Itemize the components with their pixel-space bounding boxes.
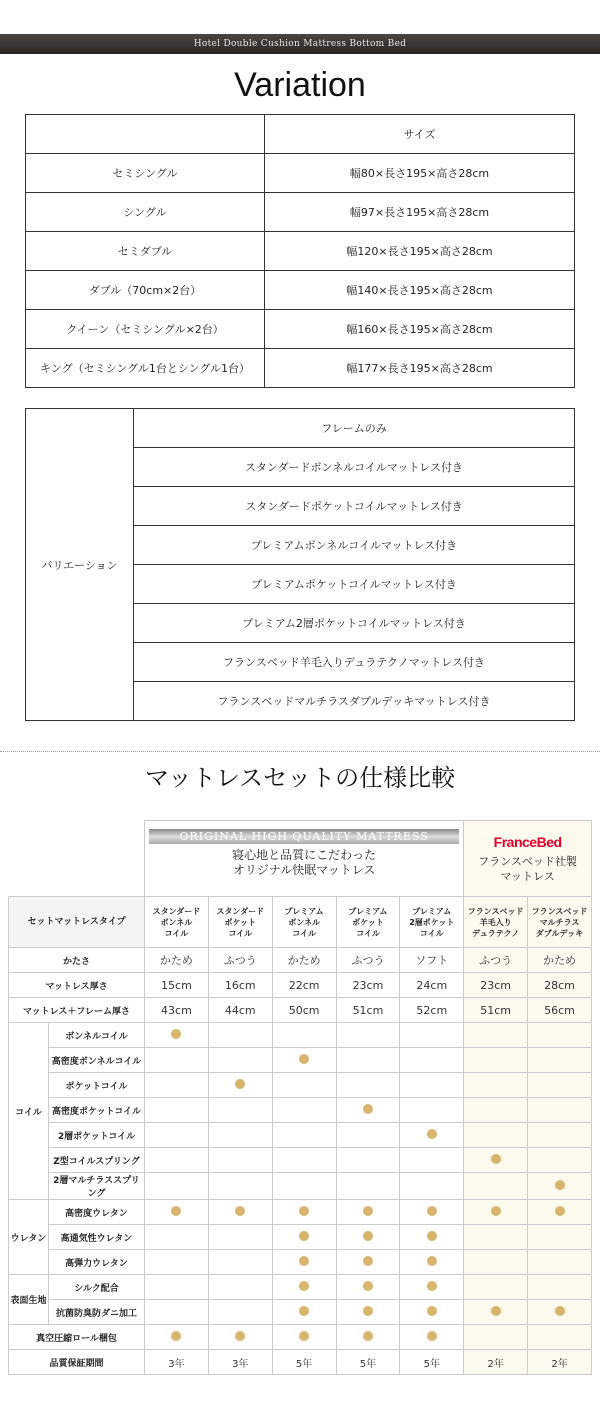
feature-label: 高密度ボンネルコイル [49, 1048, 145, 1073]
mark-cell [400, 1173, 464, 1200]
type-column-header [336, 897, 400, 948]
check-dot-icon [235, 1079, 245, 1089]
mark-cell [528, 1173, 592, 1200]
check-dot-icon [171, 1029, 181, 1039]
spec-value: 23cm [464, 973, 528, 998]
feature-row [9, 1098, 592, 1123]
section-divider [0, 751, 600, 752]
spec-top-row [9, 821, 592, 897]
check-dot-icon [363, 1231, 373, 1241]
mark-cell [336, 1325, 400, 1350]
check-dot-icon [427, 1331, 437, 1341]
spec-row-label: マットレス＋フレーム厚さ [9, 998, 145, 1023]
mark-cell [336, 1023, 400, 1048]
check-dot-icon [299, 1331, 309, 1341]
type-line: コイル [419, 928, 444, 938]
mark-cell [145, 1200, 209, 1225]
warranty-value: 2年 [528, 1350, 592, 1375]
mark-cell [464, 1275, 528, 1300]
size-header: サイズ [265, 115, 575, 154]
mark-cell [145, 1123, 209, 1148]
mark-cell [336, 1123, 400, 1148]
spec-value: 56cm [528, 998, 592, 1023]
variation-item: プレミアムポケットコイルマットレス付き [134, 565, 575, 604]
check-dot-icon [363, 1256, 373, 1266]
check-dot-icon [363, 1281, 373, 1291]
spec-top-blank [9, 821, 145, 897]
mark-cell [528, 1250, 592, 1275]
check-dot-icon [427, 1281, 437, 1291]
type-line: フランスベッド [531, 906, 588, 916]
mark-cell [400, 1148, 464, 1173]
feature-row [9, 1225, 592, 1250]
mark-cell [208, 1098, 272, 1123]
mark-cell [272, 1250, 336, 1275]
type-column-header [400, 897, 464, 948]
spec-comparison-table [8, 820, 592, 1375]
spec-value: かため [528, 948, 592, 973]
mark-cell [528, 1275, 592, 1300]
warranty-value: 3年 [208, 1350, 272, 1375]
check-dot-icon [427, 1129, 437, 1139]
mark-cell [145, 1325, 209, 1350]
type-line: ポケット [352, 917, 384, 927]
check-dot-icon [235, 1331, 245, 1341]
type-label: セットマットレスタイプ [9, 897, 145, 948]
warranty-value: 5年 [400, 1350, 464, 1375]
spec-value: ふつう [336, 948, 400, 973]
feature-label: 高密度ポケットコイル [49, 1098, 145, 1123]
feature-row [9, 1148, 592, 1173]
size-value: 幅97×長さ195×高さ28cm [265, 193, 575, 232]
mark-cell [208, 1200, 272, 1225]
mark-cell [464, 1023, 528, 1048]
mark-cell [208, 1023, 272, 1048]
mark-cell [145, 1148, 209, 1173]
spec-value: 16cm [208, 973, 272, 998]
check-dot-icon [299, 1306, 309, 1316]
spec-value: 28cm [528, 973, 592, 998]
type-line: ポケット [224, 917, 257, 927]
type-line: コイル [356, 928, 380, 938]
spec-value: かため [145, 948, 209, 973]
mark-cell [464, 1250, 528, 1275]
mark-cell [208, 1325, 272, 1350]
spec-value: ふつう [464, 948, 528, 973]
mark-cell [336, 1225, 400, 1250]
size-name: ダブル（70cm×2台） [26, 271, 265, 310]
mark-cell [145, 1250, 209, 1275]
spec-value: 52cm [400, 998, 464, 1023]
feature-label: 2層ポケットコイル [49, 1123, 145, 1148]
type-column-header [528, 897, 592, 948]
warranty-value: 5年 [272, 1350, 336, 1375]
size-row [26, 271, 575, 310]
feature-label: シルク配合 [49, 1275, 145, 1300]
check-dot-icon [363, 1331, 373, 1341]
mark-cell [400, 1300, 464, 1325]
warranty-value: 5年 [336, 1350, 400, 1375]
mark-cell [336, 1300, 400, 1325]
check-dot-icon [171, 1331, 181, 1341]
type-column-header [208, 897, 272, 948]
original-sub2: オリジナル快眠マットレス [232, 863, 376, 877]
type-line: ボンネル [288, 917, 320, 927]
spec-value: 50cm [272, 998, 336, 1023]
mark-cell [400, 1275, 464, 1300]
mark-cell [336, 1173, 400, 1200]
variation-item: スタンダードポケットコイルマットレス付き [134, 487, 575, 526]
mark-cell [145, 1173, 209, 1200]
spec-value: かため [272, 948, 336, 973]
spec-value: 24cm [400, 973, 464, 998]
mark-cell [272, 1098, 336, 1123]
mark-cell [272, 1200, 336, 1225]
size-name: キング（セミシングル1台とシングル1台） [26, 349, 265, 388]
size-row [26, 154, 575, 193]
feature-label: 高密度ウレタン [49, 1200, 145, 1225]
feature-row [9, 1200, 592, 1225]
type-column-header [272, 897, 336, 948]
variation-item: スタンダードボンネルコイルマットレス付き [134, 448, 575, 487]
mark-cell [336, 1250, 400, 1275]
spec-row-label: マットレス厚さ [9, 973, 145, 998]
mark-cell [336, 1048, 400, 1073]
size-table [25, 114, 575, 388]
mark-cell [145, 1300, 209, 1325]
warranty-row [9, 1350, 592, 1375]
check-dot-icon [427, 1256, 437, 1266]
mark-cell [208, 1300, 272, 1325]
francebed-logo: FranceBed [493, 833, 562, 850]
header-banner: Hotel Double Cushion Mattress Bottom Bed [0, 34, 600, 54]
mark-cell [528, 1048, 592, 1073]
feature-row [9, 1250, 592, 1275]
spec-row-label: かたさ [9, 948, 145, 973]
feature-label: 抗菌防臭防ダニ加工 [49, 1300, 145, 1325]
type-line: ダブルデッキ [535, 928, 584, 938]
feature-label: 高弾力ウレタン [49, 1250, 145, 1275]
mark-cell [464, 1148, 528, 1173]
mark-cell [400, 1123, 464, 1148]
mark-cell [208, 1173, 272, 1200]
mark-cell [272, 1123, 336, 1148]
size-value: 幅140×長さ195×高さ28cm [265, 271, 575, 310]
spec-row [9, 948, 592, 973]
mark-cell [208, 1148, 272, 1173]
mark-cell [528, 1325, 592, 1350]
mark-cell [528, 1023, 592, 1048]
feature-label: ポケットコイル [49, 1073, 145, 1098]
variation-row [26, 409, 575, 448]
mark-cell [400, 1250, 464, 1275]
mark-cell [272, 1173, 336, 1200]
mark-cell [145, 1225, 209, 1250]
mark-cell [528, 1123, 592, 1148]
check-dot-icon [427, 1206, 437, 1216]
type-line: ボンネル [160, 917, 193, 927]
mark-cell [336, 1148, 400, 1173]
type-line: フランスベッド [467, 906, 524, 916]
spec-row [9, 998, 592, 1023]
spec-value: 51cm [336, 998, 400, 1023]
mark-cell [208, 1250, 272, 1275]
warranty-value: 2年 [464, 1350, 528, 1375]
mark-cell [272, 1023, 336, 1048]
variation-title: Variation [234, 66, 366, 104]
size-header-row [26, 115, 575, 154]
spec-value: 22cm [272, 973, 336, 998]
mark-cell [272, 1073, 336, 1098]
check-dot-icon [299, 1206, 309, 1216]
group-label: コイル [9, 1023, 49, 1200]
mark-cell [400, 1023, 464, 1048]
mark-cell [464, 1300, 528, 1325]
spec-value: 43cm [145, 998, 209, 1023]
mark-cell [208, 1225, 272, 1250]
check-dot-icon [363, 1206, 373, 1216]
mark-cell [272, 1300, 336, 1325]
check-dot-icon [299, 1054, 309, 1064]
type-column-header [145, 897, 209, 948]
mark-cell [528, 1098, 592, 1123]
mark-cell [336, 1073, 400, 1098]
spec-value: 15cm [145, 973, 209, 998]
mark-cell [400, 1098, 464, 1123]
type-line: コイル [228, 928, 253, 938]
type-line: コイル [292, 928, 316, 938]
check-dot-icon [299, 1281, 309, 1291]
mark-cell [464, 1173, 528, 1200]
size-name: セミシングル [26, 154, 265, 193]
feature-row [9, 1023, 592, 1048]
mark-cell [528, 1148, 592, 1173]
check-dot-icon [427, 1231, 437, 1241]
mark-cell [336, 1098, 400, 1123]
check-dot-icon [363, 1104, 373, 1114]
check-dot-icon [555, 1206, 565, 1216]
mark-cell [528, 1225, 592, 1250]
mark-cell [208, 1073, 272, 1098]
mark-cell [336, 1200, 400, 1225]
feature-label: 高通気性ウレタン [49, 1225, 145, 1250]
francebed-header [464, 821, 592, 897]
group-label: ウレタン [9, 1200, 49, 1275]
variation-label: バリエーション [26, 409, 134, 721]
type-line: デュラテクノ [472, 928, 520, 938]
mark-cell [528, 1300, 592, 1325]
type-line: プレミアム [284, 906, 324, 916]
mark-cell [145, 1275, 209, 1300]
francebed-sub1: フランスベッド社製 [478, 854, 577, 868]
mark-cell [208, 1275, 272, 1300]
mark-cell [464, 1200, 528, 1225]
size-name: セミダブル [26, 232, 265, 271]
size-header-blank [26, 115, 265, 154]
mark-cell [272, 1325, 336, 1350]
check-dot-icon [171, 1206, 181, 1216]
type-line: スタンダード [152, 906, 201, 916]
type-line: プレミアム [412, 906, 452, 916]
type-line: コイル [164, 928, 189, 938]
type-line: スタンダード [216, 906, 265, 916]
mark-cell [400, 1225, 464, 1250]
warranty-label: 品質保証期間 [9, 1350, 145, 1375]
size-value: 幅120×長さ195×高さ28cm [265, 232, 575, 271]
vacuum-label: 真空圧縮ロール梱包 [9, 1325, 145, 1350]
size-value: 幅177×長さ195×高さ28cm [265, 349, 575, 388]
mark-cell [400, 1073, 464, 1098]
feature-row [9, 1073, 592, 1098]
type-line: プレミアム [348, 906, 388, 916]
check-dot-icon [491, 1154, 501, 1164]
original-header [145, 821, 464, 897]
warranty-value: 3年 [145, 1350, 209, 1375]
mark-cell [464, 1048, 528, 1073]
mark-cell [272, 1225, 336, 1250]
spec-value: 23cm [336, 973, 400, 998]
variation-item: フランスベッドマルチラスダブルデッキマットレス付き [134, 682, 575, 721]
check-dot-icon [299, 1231, 309, 1241]
size-name: クイーン（セミシングル×2台） [26, 310, 265, 349]
check-dot-icon [555, 1180, 565, 1190]
check-dot-icon [491, 1206, 501, 1216]
size-value: 幅80×長さ195×高さ28cm [265, 154, 575, 193]
mark-cell [400, 1048, 464, 1073]
feature-label: 2層マルチラススプリング [49, 1173, 145, 1200]
check-dot-icon [299, 1256, 309, 1266]
feature-row [9, 1275, 592, 1300]
feature-row [9, 1048, 592, 1073]
spec-value: 44cm [208, 998, 272, 1023]
feature-label: Z型コイルスプリング [49, 1148, 145, 1173]
francebed-sub2: マットレス [500, 869, 555, 883]
mark-cell [464, 1098, 528, 1123]
mark-cell [208, 1123, 272, 1148]
check-dot-icon [491, 1306, 501, 1316]
mark-cell [464, 1073, 528, 1098]
mark-cell [272, 1275, 336, 1300]
spec-value: 51cm [464, 998, 528, 1023]
spec-row [9, 973, 592, 998]
variation-item: フレームのみ [134, 409, 575, 448]
type-line: マルチラス [539, 917, 580, 927]
mark-cell [272, 1148, 336, 1173]
feature-row [9, 1123, 592, 1148]
original-sub1: 寝心地と品質にこだわった [232, 848, 377, 862]
type-line: 2層ポケット [409, 917, 455, 927]
size-row [26, 193, 575, 232]
variation-table [25, 408, 575, 721]
variation-item: プレミアム2層ポケットコイルマットレス付き [134, 604, 575, 643]
check-dot-icon [427, 1306, 437, 1316]
vacuum-row [9, 1325, 592, 1350]
spec-type-row [9, 897, 592, 948]
type-line: 羊毛入り [479, 917, 512, 927]
spec-title: マットレスセットの仕様比較 [144, 764, 456, 792]
mark-cell [464, 1325, 528, 1350]
mark-cell [400, 1200, 464, 1225]
mark-cell [145, 1098, 209, 1123]
type-column-header [464, 897, 528, 948]
check-dot-icon [555, 1306, 565, 1316]
mark-cell [145, 1023, 209, 1048]
size-name: シングル [26, 193, 265, 232]
mark-cell [208, 1048, 272, 1073]
variation-item: プレミアムボンネルコイルマットレス付き [134, 526, 575, 565]
size-row [26, 349, 575, 388]
feature-label: ボンネルコイル [49, 1023, 145, 1048]
size-row [26, 310, 575, 349]
size-row [26, 232, 575, 271]
mark-cell [528, 1073, 592, 1098]
feature-row [9, 1173, 592, 1200]
mark-cell [272, 1048, 336, 1073]
original-bar: ORIGINAL HIGH QUALITY MATTRESS [149, 829, 459, 844]
mark-cell [336, 1275, 400, 1300]
spec-value: ふつう [208, 948, 272, 973]
size-value: 幅160×長さ195×高さ28cm [265, 310, 575, 349]
feature-row [9, 1300, 592, 1325]
mark-cell [464, 1123, 528, 1148]
check-dot-icon [235, 1206, 245, 1216]
mark-cell [464, 1225, 528, 1250]
mark-cell [145, 1048, 209, 1073]
spec-value: ソフト [400, 948, 464, 973]
variation-item: フランスベッド羊毛入りデュラテクノマットレス付き [134, 643, 575, 682]
check-dot-icon [363, 1306, 373, 1316]
mark-cell [528, 1200, 592, 1225]
group-label: 表面生地 [9, 1275, 49, 1325]
mark-cell [400, 1325, 464, 1350]
mark-cell [145, 1073, 209, 1098]
